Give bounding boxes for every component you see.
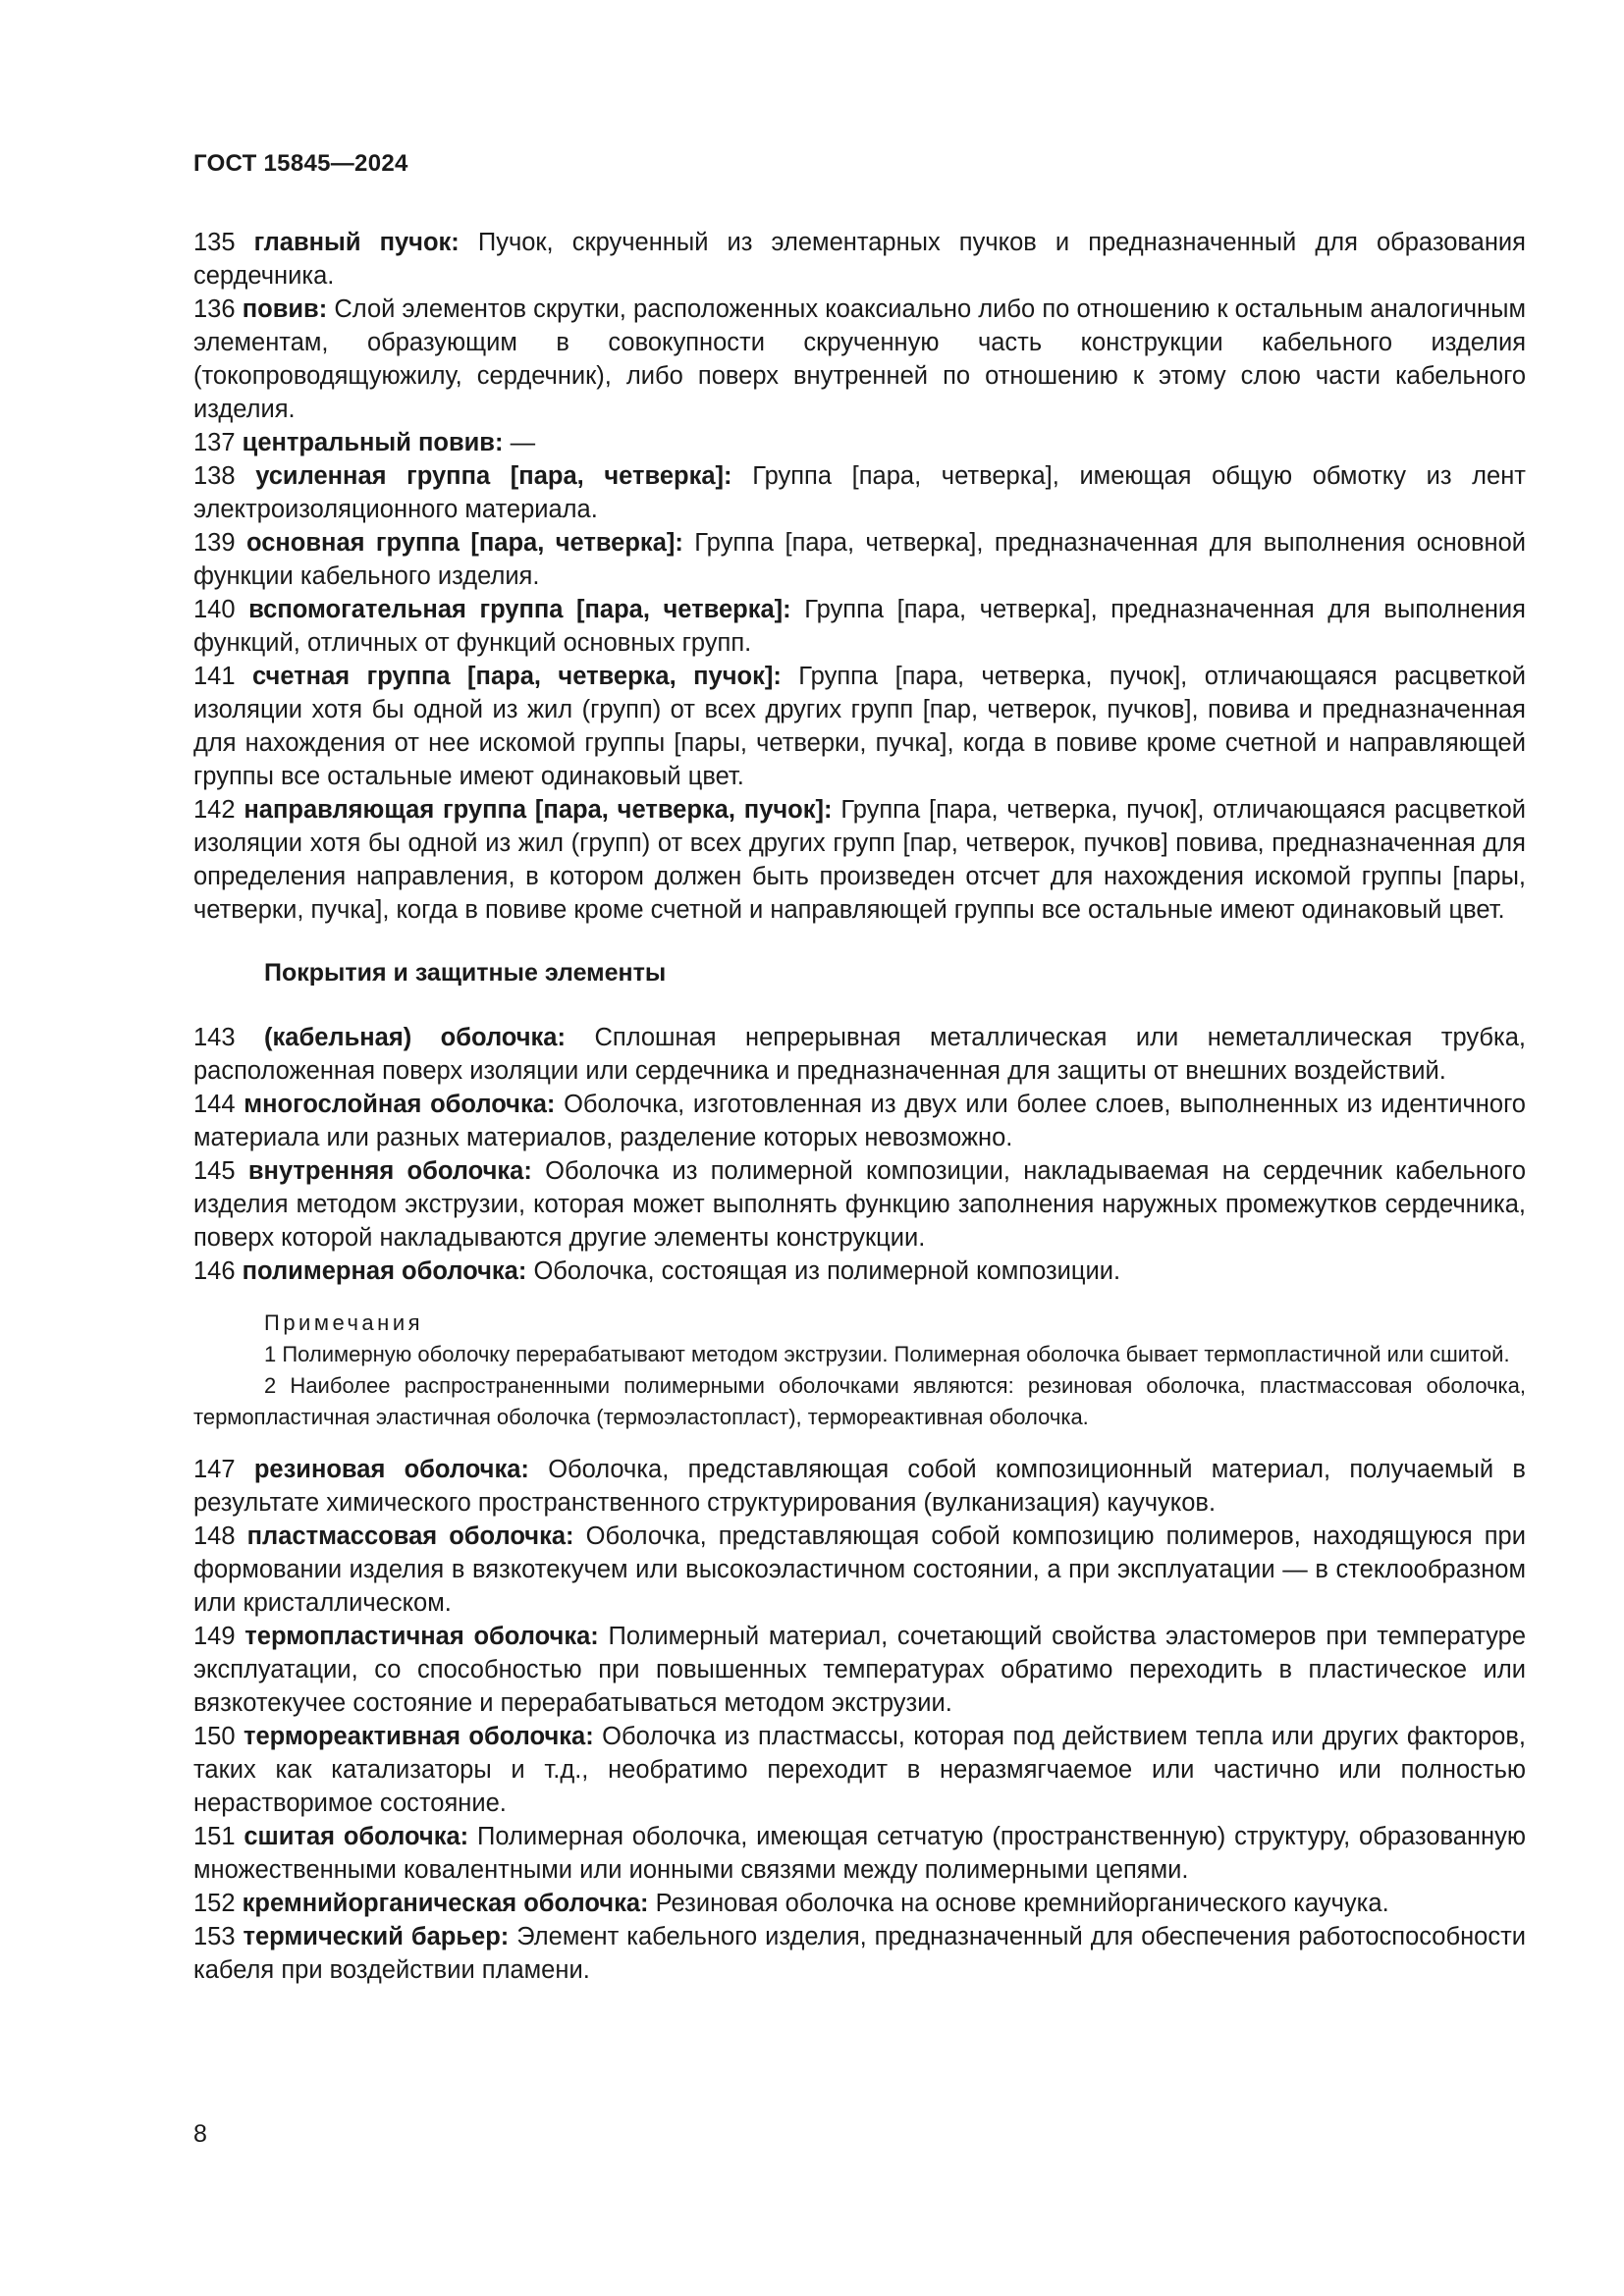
note-item: 1 Полимерную оболочку перерабатывают методом экструзии. Полимерная оболочка бывает термопластичной или сшитой. <box>264 1342 1510 1366</box>
term-number: 136 <box>193 295 236 323</box>
term-definition: Оболочка из полимерной композиции, накладываемая на сердечник кабельного изделия методом экструзии, которая может выполнять функцию заполнения наружных промежутков сердечника, поверх которой накладываются другие элементы конструкции. <box>193 1157 1526 1252</box>
term-name: термический барьер: <box>243 1923 510 1950</box>
term-name: усиленная группа [пара, четверка]: <box>255 462 732 490</box>
term-entry <box>193 593 1526 660</box>
term-entry <box>193 1887 1526 1920</box>
term-number: 146 <box>193 1257 236 1285</box>
term-entry <box>193 1820 1526 1887</box>
term-number: 135 <box>193 229 236 256</box>
term-number: 138 <box>193 462 236 490</box>
term-name: термореактивная оболочка: <box>243 1723 594 1750</box>
term-entry <box>193 1620 1526 1720</box>
term-name: центральный повив: <box>242 429 504 456</box>
notes-block <box>193 1308 1526 1433</box>
term-number: 151 <box>193 1823 236 1850</box>
term-definition: Оболочка, состоящая из полимерной композиции. <box>533 1257 1121 1285</box>
page-number: 8 <box>193 2120 207 2148</box>
note-item: 2 Наиболее распространенными полимерными оболочками являются: резиновая оболочка, пластмассовая оболочка, термопластичная эластичная оболочка (термоэластопласт), термореактивная оболочка. <box>193 1373 1526 1429</box>
term-definition: Оболочка, изготовленная из двух или более слоев, выполненных из идентичного материала или разных материалов, разделение которых невозможно. <box>193 1091 1526 1151</box>
term-name: главный пучок: <box>253 229 460 256</box>
document-body <box>193 226 1526 1987</box>
term-name: основная группа [пара, четверка]: <box>245 529 683 557</box>
term-number: 147 <box>193 1456 236 1483</box>
term-name: (кабельная) оболочка: <box>264 1024 566 1051</box>
terms-group-sheaths <box>193 1021 1526 1288</box>
term-definition: Группа [пара, четверка], предназначенная для выполнения функций, отличных от функций основных групп. <box>193 596 1526 657</box>
term-entry <box>193 1255 1526 1288</box>
term-entry <box>193 1088 1526 1154</box>
term-definition: Элемент кабельного изделия, предназначенный для обеспечения работоспособности кабеля при воздействии пламени. <box>193 1923 1527 1984</box>
term-number: 148 <box>193 1522 236 1550</box>
term-number: 141 <box>193 663 236 690</box>
term-definition: Слой элементов скрутки, расположенных коаксиально либо по отношению к остальным аналогичным элементам, образующим в совокупности скрученную часть конструкции кабельного изделия (токопроводящуюжилу, сердечник), либо поверх внутренней по отношению к этому слою части кабельного изделия. <box>193 295 1526 423</box>
term-entry <box>193 660 1526 793</box>
term-definition: Группа [пара, четверка], имеющая общую обмотку из лент электроизоляционного материала. <box>193 462 1526 523</box>
term-definition: Группа [пара, четверка, пучок], отличающаяся расцветкой изоляции хотя бы одной из жил (групп) от всех других групп [пар, четверок, пучков], повива и предназначенная для нахождения от нее искомой группы [пары, четверки, пучка], когда в повиве кроме счетной и направляющей группы все остальные имеют одинаковый цвет. <box>193 663 1526 790</box>
term-definition: Резиновая оболочка на основе кремнийорганического каучука. <box>655 1890 1389 1917</box>
term-entry <box>193 293 1526 426</box>
term-number: 142 <box>193 796 236 824</box>
term-entry <box>193 426 1526 459</box>
term-number: 153 <box>193 1923 236 1950</box>
term-definition: Пучок, скрученный из элементарных пучков и предназначенный для образования сердечника. <box>193 229 1526 290</box>
term-name: счетная группа [пара, четверка, пучок]: <box>252 663 782 690</box>
term-number: 143 <box>193 1024 236 1051</box>
term-name: вспомогательная группа [пара, четверка]: <box>248 596 791 623</box>
term-number: 140 <box>193 596 236 623</box>
term-entry <box>193 459 1526 526</box>
term-definition: Полимерный материал, сочетающий свойства эластомеров при температуре эксплуатации, со способностью при повышенных температурах обратимо переходить в пластическое или вязкотекучее состояние и перерабатываться методом экструзии. <box>193 1623 1527 1717</box>
terms-group-sheath-types <box>193 1453 1526 1987</box>
term-definition: Сплошная непрерывная металлическая или неметаллическая трубка, расположенная поверх изоляции или сердечника и предназначенная для защиты от внешних воздействий. <box>193 1024 1526 1085</box>
term-definition: Полимерная оболочка, имеющая сетчатую (пространственную) структуру, образованную множественными ковалентными или ионными связями между полимерными цепями. <box>193 1823 1526 1884</box>
term-definition: Группа [пара, четверка], предназначенная для выполнения основной функции кабельного изделия. <box>193 529 1527 590</box>
document-header: ГОСТ 15845—2024 <box>193 150 408 177</box>
term-name: полимерная оболочка: <box>242 1257 527 1285</box>
term-definition: Оболочка из пластмассы, которая под действием тепла или других факторов, таких как катализаторы и т.д., необратимо переходит в неразмягчаемое или частично или полностью нерастворимое состояние. <box>193 1723 1526 1817</box>
term-definition: Оболочка, представляющая собой композицию полимеров, находящуюся при формовании изделия в вязкотекучем или высокоэластичном состоянии, а при эксплуатации — в стеклообразном или кристаллическом. <box>193 1522 1526 1617</box>
term-name: резиновая оболочка: <box>253 1456 529 1483</box>
term-name: многослойная оболочка: <box>244 1091 556 1118</box>
term-name: термопластичная оболочка: <box>244 1623 599 1650</box>
term-entry <box>193 1720 1526 1820</box>
term-definition: — <box>510 429 536 456</box>
term-definition: Группа [пара, четверка, пучок], отличающаяся расцветкой изоляции хотя бы одной из жил (групп) от всех других групп [пар, четверок, пучков] повива, предназначенная для определения направления, в котором должен быть произведен отсчет для нахождения искомой группы [пары, четверки, пучка], когда в повиве кроме счетной и направляющей группы все остальные имеют одинаковый цвет. <box>193 796 1526 924</box>
term-name: кремнийорганическая оболочка: <box>242 1890 649 1917</box>
term-name: повив: <box>242 295 328 323</box>
term-entry <box>193 1453 1526 1520</box>
term-definition: Оболочка, представляющая собой композиционный материал, получаемый в результате химического пространственного структурирования (вулканизация) каучуков. <box>193 1456 1526 1517</box>
term-entry <box>193 526 1526 593</box>
term-number: 144 <box>193 1091 236 1118</box>
term-entry <box>193 793 1526 927</box>
section-title: Покрытия и защитные элементы <box>264 959 667 987</box>
term-number: 139 <box>193 529 236 557</box>
notes-title: Примечания <box>264 1310 424 1335</box>
term-number: 150 <box>193 1723 236 1750</box>
term-name: внутренняя оболочка: <box>247 1157 532 1185</box>
terms-group-cables <box>193 226 1526 927</box>
term-number: 137 <box>193 429 236 456</box>
term-entry <box>193 1920 1526 1987</box>
term-number: 145 <box>193 1157 236 1185</box>
term-entry <box>193 1520 1526 1620</box>
term-entry <box>193 1021 1526 1088</box>
term-number: 152 <box>193 1890 236 1917</box>
term-entry <box>193 226 1526 293</box>
term-name: направляющая группа [пара, четверка, пучок]: <box>244 796 833 824</box>
term-name: пластмассовая оболочка: <box>246 1522 574 1550</box>
term-entry <box>193 1154 1526 1255</box>
term-name: сшитая оболочка: <box>244 1823 469 1850</box>
term-number: 149 <box>193 1623 236 1650</box>
